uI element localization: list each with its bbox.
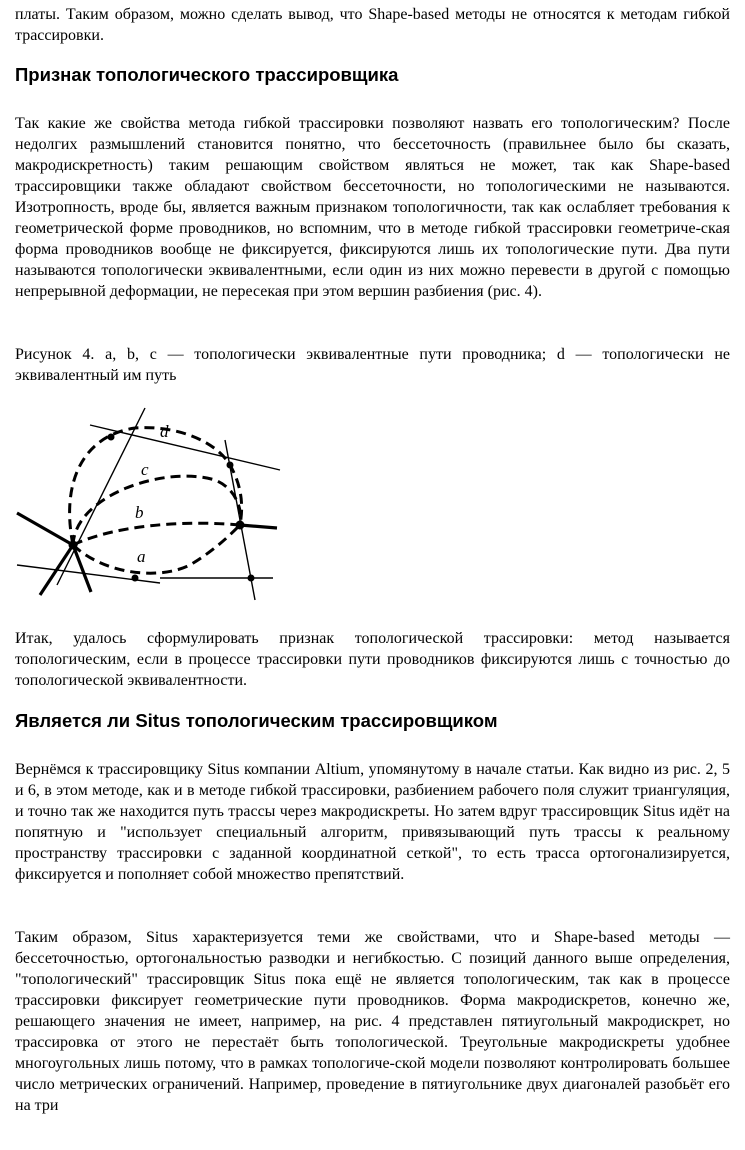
topology-paths-svg <box>15 400 290 620</box>
vertex-point <box>248 575 255 582</box>
thick-edge <box>240 525 277 528</box>
label-a: a <box>137 547 146 566</box>
figure-4-diagram <box>15 400 290 620</box>
path-c <box>73 476 241 545</box>
paragraph-intro: платы. Таким образом, можно сделать вывод, что Shape-based методы не относятся к методам гибкой трассировки. <box>15 6 730 44</box>
paragraph-situs-conclusion: Таким образом, Situs характеризуется теми же свойствами, что и Shape-based методы — бессеточностью, ортогональностью разводки и негибкостью. С позиций данного выше определения, "топологический" трассировщик Situs пока ещё не является топологическим, так как в процессе трассировки фиксирует геометрические пути проводников. Форма макродискретов, конечно же, решающего значения не имеет, например, на рис. 4 представлен пятиугольный макродискрет, но трассировка от этого не перестаёт быть топологической. Треугольные макродискреты удобнее многоугольных лишь потому, что в рамках топологиче-ской модели позволяют контролировать большее число метрических ограничений. Например, проведение в пятиугольнике двух диагоналей разобьёт его на три <box>15 929 730 1114</box>
thick-edge <box>40 545 73 595</box>
label-d: d <box>160 422 169 441</box>
path-a <box>73 525 240 573</box>
vertex-point <box>108 434 115 441</box>
vertex-point <box>132 575 139 582</box>
thick-edge <box>17 513 73 545</box>
label-b: b <box>135 503 144 522</box>
section-heading-situs: Является ли Situs топологическим трассировщиком <box>15 710 498 731</box>
paragraph-situs-description: Вернёмся к трассировщику Situs компании Altium, упомянутому в начале статьи. Как видно из рис. 2, 5 и 6, в этом методе, как и в методе гибкой трассировки, разбиением рабочего поля служит триангуляция, и точно так же находится путь трассы через макродискреты. Но затем вдруг трассировщик Situs идёт на попятную и "использует специальный алгоритм, привязывающий путь трассы к реальному пространству трассировки с заданной координатной сеткой", то есть трасса ортогонализируется, фиксируется и пополняет собой множество препятствий. <box>15 761 731 883</box>
thick-edge <box>73 545 91 592</box>
paragraph-topological-properties: Так какие же свойства метода гибкой трассировки позволяют назвать его топологическим? После недолгих размышлений становится понятно, что бессеточность (правильнее было бы сказать, макродискретность) таким решающим свойством являться не может, так как Shape-based трассировщики также обладают свойством бессеточности, но топологическими не называются. Изотропность, вроде бы, является важным признаком топологичности, так как ослабляет требования к геометрической форме проводников, но вспомним, что в методе гибкой трассировки геометриче-ская форма проводников вообще не фиксируется, фиксируются лишь их топологические пути. Два пути называются топологически эквивалентными, если один из них можно перевести в другой с помощью непрерывной деформации, не пересекая при этом вершин разбиения (рис. 4). <box>15 115 730 300</box>
path-d <box>70 428 242 545</box>
label-c: c <box>141 460 149 479</box>
vertex-point <box>227 462 234 469</box>
section-heading-topological-sign: Признак топологического трассировщика <box>15 64 399 85</box>
vertex-point <box>236 521 245 530</box>
paragraph-topological-definition: Итак, удалось сформулировать признак топологической трассировки: метод называется топологическим, если в процессе трассировки пути проводников фиксируются лишь с точностью до топологической эквивалентности. <box>15 630 730 689</box>
figure-caption: Рисунок 4. a, b, c — топологически эквивалентные пути проводника; d — топологически не эквивалентный им путь <box>15 346 730 384</box>
vertex-point <box>69 541 78 550</box>
path-b <box>73 523 240 545</box>
